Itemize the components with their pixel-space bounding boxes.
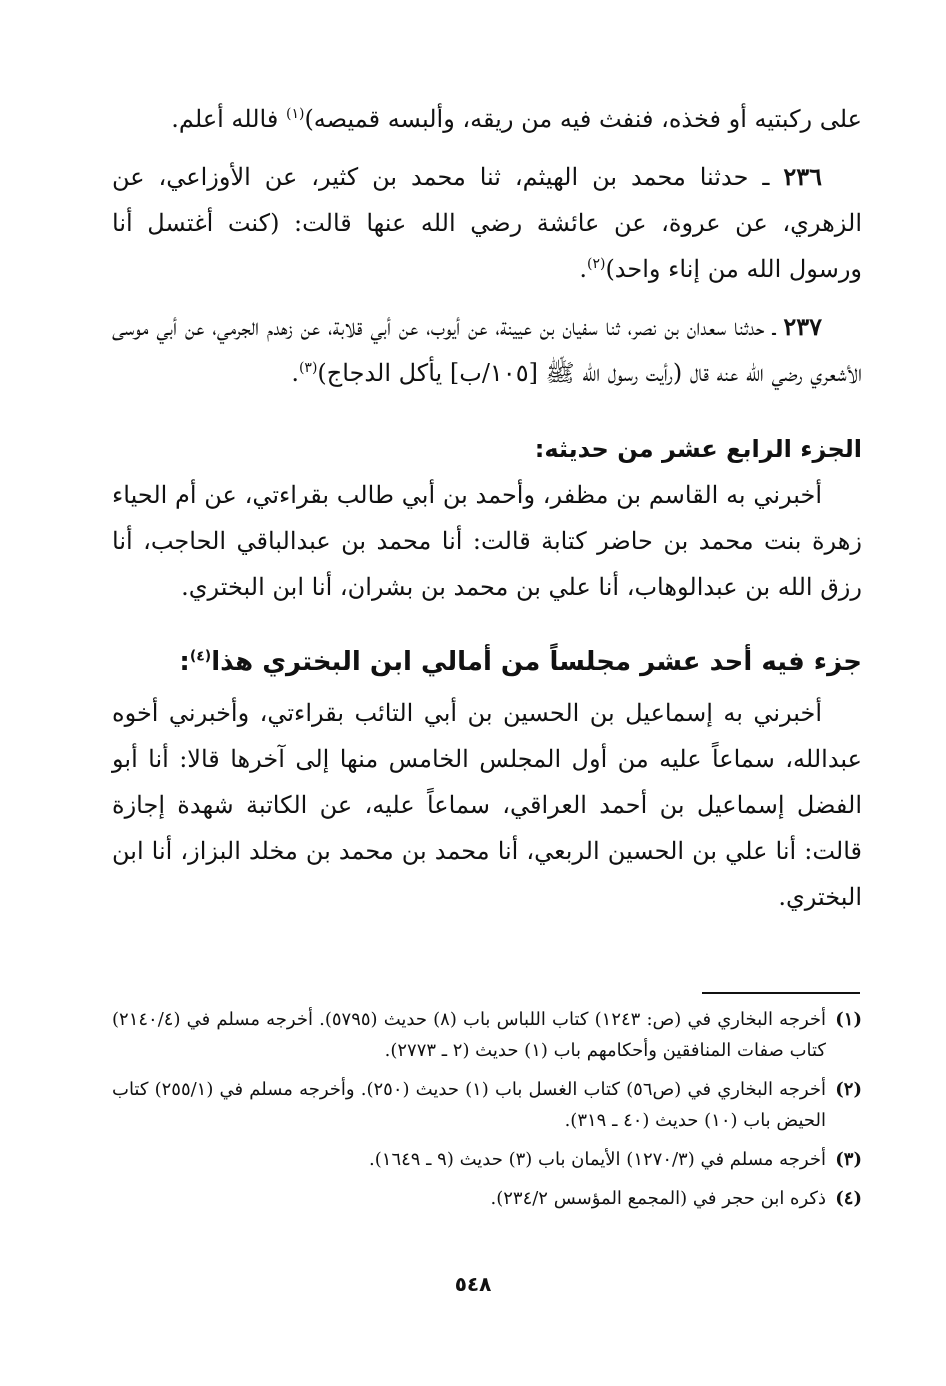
footnote-item (112, 1004, 862, 1066)
footnotes (112, 1004, 862, 1222)
text: ـ حدثنا سعدان بن نصر، ثنا سفيان بن عيينة، عن أيوب، عن أبي قلابة، عن زهدم الجرمي، عن أبي موسى الأشعري رضي الله عنه قال (رأيت رسول الله ﷺ [١٠٥/ب] يأكل الدجاج) (112, 313, 862, 387)
footnote-text: أخرجه البخاري في (ص: ١٢٤٣) كتاب اللباس باب (٨) حديث (٥٧٩٥). أخرجه مسلم في (٢١٤٠/٤) كتاب صفات المنافقين وأحكامهم باب (١) حديث (٢ ـ ٢٧٧٣). (112, 1009, 827, 1061)
footnote-number: (١) (835, 1009, 862, 1030)
text: : (179, 647, 190, 677)
hadith-number: ٢٣٧ (783, 312, 822, 341)
footnote-number: (٢) (835, 1079, 862, 1100)
paragraph-continuation (112, 96, 862, 142)
page-number: ٥٤٨ (454, 1272, 492, 1296)
main-text (112, 96, 862, 920)
footnote-item (112, 1183, 862, 1214)
footnote-ref[interactable]: (٣) (298, 360, 318, 376)
text: فالله أعلم. (171, 105, 286, 133)
hadith-236 (112, 154, 862, 292)
footnote-text: أخرجه مسلم في (١٢٧٠/٣) الأيمان باب (٣) حديث (٩ ـ ١٦٤٩). (369, 1149, 826, 1170)
text: . (291, 359, 299, 387)
footnote-ref[interactable]: (٢) (586, 256, 606, 272)
footnote-divider (702, 992, 860, 994)
footnote-text: ذكره ابن حجر في (المجمع المؤسس ٢٣٤/٢). (490, 1188, 826, 1209)
section-heading-14: الجزء الرابع عشر من حديثه: (534, 435, 862, 463)
text: . (579, 255, 587, 283)
text: ـ حدثنا محمد بن الهيثم، ثنا محمد بن كثير، عن الأوزاعي، عن الزهري، عن عروة، عن عائشة رضي الله عنها قالت: (كنت أغتسل أنا ورسول الله من إناء واحد) (112, 163, 862, 283)
footnote-ref[interactable]: (٤) (189, 648, 212, 665)
section-heading-amali (112, 634, 862, 690)
footnote-text: أخرجه البخاري في (ص٥٦) كتاب الغسل باب (١) حديث (٢٥٠). وأخرجه مسلم في (٢٥٥/١) كتاب الحيض باب (١٠) حديث (٤٠ ـ ٣١٩). (112, 1079, 826, 1131)
footnote-item (112, 1144, 862, 1175)
paragraph-isnad-2: أخبرني به إسماعيل بن الحسين بن أبي التائب بقراءتي، وأخبرني أخوه عبدالله، سماعاً عليه من أول المجلس الخامس منها إلى آخرها قالا: أنا أبو الفضل إسماعيل بن أحمد العراقي، سماعاً عليه، عن الكاتبة شهدة إجازة قالت: أنا علي بن الحسين الربعي، أنا محمد بن محمد بن مخلد البزاز، أنا ابن البختري. (112, 699, 862, 911)
text: جزء فيه أحد عشر مجلساً من أمالي ابن البختري هذا (211, 647, 862, 677)
footnote-number: (٣) (835, 1149, 862, 1170)
footnote-number: (٤) (835, 1188, 862, 1209)
hadith-number: ٢٣٦ (783, 162, 822, 191)
footnote-ref[interactable]: (١) (285, 106, 305, 122)
paragraph-isnad-1: أخبرني به القاسم بن مظفر، وأحمد بن أبي طالب بقراءتي، عن أم الحياء زهرة بنت محمد بن حاضر كتابة قالت: أنا محمد بن عبدالباقي الحاجب، أنا رزق الله بن عبدالوهاب، أنا علي بن محمد بن بشران، أنا ابن البختري. (112, 481, 862, 601)
footnote-item (112, 1074, 862, 1136)
text: على ركبتيه أو فخذه، فنفث فيه من ريقه، وألبسه قميصه) (304, 105, 862, 133)
hadith-237 (112, 304, 862, 396)
